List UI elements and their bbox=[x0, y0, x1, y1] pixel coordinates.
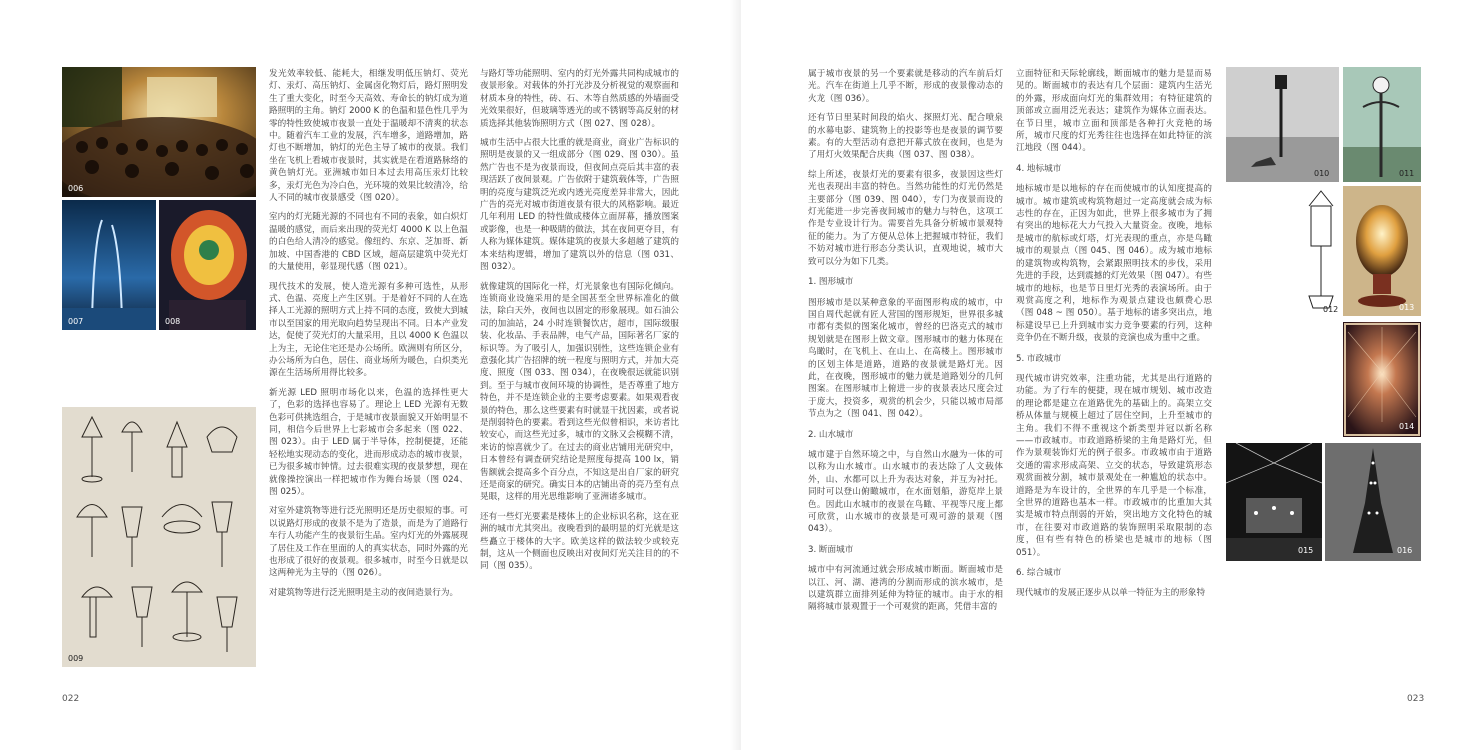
paragraph: 图形城市是以某种意象的平面图形构成的城市，中国自周代起就有匠人营国的图形规矩，世界很多城市都有类似的图案化城市，曾经的巴洛克式的城市规划就是在图形上做文章。图形城市的魅力体现在鸟瞰时，在飞机上、在山上、在高楼上。图形城市的区划主体是道路，道路的夜景就是路灯光。因此，在夜晚，图形城市的魅力就是道路划分的几何图案。在图形城市上俯进一步的夜景表达尺度会过于庞大，投资多，观赏的机会少，只能以城市局部节点为之（图 041、图 042）。 bbox=[808, 297, 1003, 420]
photo-007-blue-fountain bbox=[62, 200, 156, 330]
paragraph: 与路灯等功能照明、室内的灯光外露共同构成城市的夜景形象。对载体的外打光涉及分析视觉的观察面和材质本身的特性，砖、石、木等自然质感的外墙面受光效果很好，但玻璃等透光的或不锈钢等高反射的材质选择其他装饰照明方式（图 027、图 028）。 bbox=[480, 69, 679, 129]
section-heading: 5. 市政城市 bbox=[1016, 353, 1062, 364]
right-text-column-1 bbox=[808, 68, 1003, 678]
section-heading: 1. 图形城市 bbox=[808, 277, 854, 288]
paragraph: 发光效率较低、能耗大，相继发明低压钠灯、荧光灯、汞灯、高压钠灯、金属卤化物灯后，路灯照明发生了重大变化，时至今天高效、寿命长的钠灯成为道路照明的主角。钠灯 2000 K 的色温和显色性几乎为零的特性致使城市夜景一直处于温暖却不清爽的状态中。随着汽车工业的发展，汽车增多，道路增加，路灯也不断增加，钠灯的光色主导了城市的夜景。我们坐在飞机上看城市夜景时，其实就是在看道路脉络的黄色钠灯光。亚洲城市如日本过去用高压汞灯比较多，汞灯光色为冷白色，光环境的效果比较清冷，给人不同的城市夜景感受（图 020）。 bbox=[269, 69, 468, 204]
section-heading: 2. 山水城市 bbox=[808, 429, 854, 440]
section-heading: 3. 断面城市 bbox=[808, 544, 854, 555]
paragraph: 城市中有河流通过就会形成城市断面。断面城市是以江、河、湖、港湾的分割而形成的滨水城市，是以建筑群立面排列延伸为特征的城市。由于水的相隔将城市景观置于一个可观赏的距离，凭借丰富的 bbox=[808, 565, 1003, 613]
photo-label: 016 bbox=[1397, 546, 1413, 555]
photo-label: 012 bbox=[1323, 305, 1339, 314]
paragraph: 城市生活中占很大比重的就是商业，商业广告标识的照明是夜景的又一组成部分（图 029、图 030）。虽然广告也不是为夜景而设，但夜间点亮后其丰富的表现活跃了夜间景观。广告依附于建筑载体等，广告照明的亮度与建筑泛光或内透光亮度差异非常大，因此广告的亮光对城市街道夜景有很大的风格影响。最近几年利用 LED 的特性做成楼体立面屏幕，播放图案或影像，也是一种吸睛的做法，其在夜间更夺目，有人称为媒体建筑。媒体建筑的夜景大多超越了建筑的本来结构逻辑，增加了建筑以外的信息（图 031、图 032）。 bbox=[480, 138, 679, 273]
paragraph: 地标城市是以地标的存在而使城市的认知度提高的城市。城市建筑或构筑物超过一定高度就会成为标志性的存在，正因为如此，世界上很多城市为了拥有突出的地标花大力气投入大量资金。夜晚，地标是城市的航标或灯塔，灯光表现的重点，亦是鸟瞰城市的观景点（图 045、图 046）。成为城市地标的建筑物或构筑物，会紧跟照明技术的步伐，采用先进的手段，达到震撼的灯光效果（图 047）。有些城市的地标，也是节日里灯光秀的表演场所。由于观赏高度之利，地标作为观景点建设也颇费心思（图 048 ~ 图 050）。基于地标的诸多突出点，地标建设早已上升到城市实力竞争要素的行列，这种竞争仍在不断升级，夜景的竞演也成为重中之重。 bbox=[1016, 184, 1212, 344]
photo-016-illuminated-tower bbox=[1325, 443, 1421, 561]
page-number: 023 bbox=[1407, 694, 1425, 704]
photo-label: 009 bbox=[68, 654, 84, 663]
paragraph: 城市建于自然环境之中，与自然山水融为一体的可以称为山水城市。山水城市的表达除了人文载体外，山、水都可以上升为表达对象，并互为衬托。同时可以登山俯瞰城市，在水面划船，游览岸上景色。因此山水城市的夜景在鸟瞰、平视等尺度上都可欣赏，山水城市的夜景是可观可游的景观（图 043）。 bbox=[808, 449, 1003, 535]
photo-009-lamp-sketches bbox=[62, 407, 256, 667]
page-number: 022 bbox=[62, 694, 80, 704]
photo-label: 015 bbox=[1298, 546, 1314, 555]
left-text-column-1 bbox=[269, 68, 468, 678]
paragraph: 还有节日里某时间段的焰火、探照灯光、配合喷泉的水幕电影、建筑物上的投影等也是夜景的调节要素。有的大型活动有意把开幕式放在夜间，也是为了用灯火效果配合庆典（图 037、图 038）。 bbox=[808, 113, 1003, 161]
photo-010-streetlamp-waterfront bbox=[1226, 67, 1339, 182]
paragraph: 现代城市的发展正逐步从以单一特征为主的形象特 bbox=[1016, 588, 1206, 599]
section-heading: 6. 综合城市 bbox=[1016, 568, 1062, 579]
paragraph: 就像建筑的国际化一样，灯光景象也有国际化倾向。连锁商业设施采用的是全国甚至全世界标准化的做法，除白天外，夜间也以固定的形象展现。如石油公司的加油站，24 小时连锁餐饮店，超市，国际级服装、化妆品、手表品牌，电气产品，国际著名厂家的标识等。为了吸引人，加强识别性，这些连锁企业有意强化其广告招牌的统一程度与照明方式，并加大亮度、照度（图 033、图 034），在夜晚很远就能识别到。至于与城市夜间环境的协调性，是否尊重了地方特色，并不是连锁企业的主要考虑要素。如果观看夜景的特色，那么这些要素有时就显干扰因素，或者说是削弱特色的要素。看到这些光似曾相识，来访者比较安心，而这些光过多，城市的文脉又会模糊不清，来访的惊喜就少了。在过去的商业店铺用光研究中，日本曾经有调查研究结论是照度每提高 100 lx，销售额就会提高多个百分点，不知这是出自厂家的研究还是商家的研究。确实日本的店铺出奇的亮乃至有点晃眼，这样的用光思维影响了亚洲诸多城市。 bbox=[480, 281, 679, 503]
photo-label: 011 bbox=[1399, 169, 1415, 178]
paragraph: 立面特征和天际轮廓线，断面城市的魅力是显而易见的。断面城市的表达有几个层面：建筑内生活光的外露，形成面向灯光的集群效用；有特征建筑的顶部或立面用泛光表达；建筑作为媒体立面表达。在节日里，城市立面和顶部是各种打火竞艳的场所，城市尺度的灯光秀往往也选择在如此特征的滨江地段（图 044）。 bbox=[1016, 69, 1212, 154]
photo-label: 007 bbox=[68, 317, 84, 326]
photo-label: 006 bbox=[68, 184, 84, 193]
photo-011-ornate-lamp-post bbox=[1343, 67, 1421, 182]
photo-012-antique-lantern bbox=[1299, 186, 1343, 316]
paragraph: 现代技术的发展，使人造光源有多种可选性，从形式、色温、亮度上产生区别。于是着好不同的人在选择人工光源的照明方式上持不同的态度，致使大到城市以至国家的用光取向趋势呈现出不同。日本产业发达，促使了荧光灯的大量采用，且以 4000 K 色温以上为主，无论住宅还是办公场所。欧洲则有所区分，办公场所为白色，居住、商业场所为暖色，白炽类光源在生活场所用得比较多。 bbox=[269, 281, 468, 379]
paragraph: 室内的灯光随光源的不同也有不同的表象，如白炽灯温暖的感觉，而后来出现的荧光灯 4000 K 以上色温的白色给人清冷的感觉。像纽约、东京、芝加哥、新加坡、中国香港的 CBD 区域，超高层建筑中荧光灯的大量使用，彰显现代感（图 021）。 bbox=[269, 212, 468, 273]
paragraph: 属于城市夜景的另一个要素就是移动的汽车前后灯光。汽车在街道上几乎不断，形成的夜景像动态的火龙（图 036）。 bbox=[808, 69, 1003, 104]
photo-label: 010 bbox=[1314, 169, 1330, 178]
photo-label: 013 bbox=[1399, 303, 1415, 312]
right-page bbox=[741, 0, 1482, 750]
paragraph: 对室外建筑物等进行泛光照明还是历史很短的事。可以说路灯形成的夜景不是为了造景，而是为了道路行车行人功能产生的夜景衍生品。室内灯光的外露展现了居住及工作在里面的人的真实状态，同时外露的光也形成了很好的夜景观。很多城市，时至今日就是以这两种光为主导的（图 026）。 bbox=[269, 506, 468, 579]
photo-label: 014 bbox=[1399, 422, 1415, 431]
photo-014-radiating-light bbox=[1343, 322, 1421, 437]
paragraph: 还有一些灯光要素是楼体上的企业标识名称，这在亚洲的城市尤其突出。夜晚看到的最明显的灯光就是这些矗立于楼体的大字。欧美这样的做法较少或较克制，这从一个侧面也反映出对夜间灯光关注目的的不同（图 035）。 bbox=[480, 511, 679, 572]
paragraph: 现代城市讲究效率，注重功能，尤其是出行道路的功能。为了行车的便捷，现在城市规划、城市改造的理论都是建立在道路优先的基础上的。高架立交桥从体量与规模上超过了居住空间，上升至城市的主角。我们不得不重视这个新类型并冠以新名称——市政城市。市政道路桥梁的主角是路灯光，但作为景观装饰灯光的例子很多。市政城市由于道路交通的需求形成高架、立交的状态，导致建筑形态观赏面被分割，城市景观处在一种尴尬的状态中。道路是为车设计的，全世界的车几乎是一个标准，全世界的道路也基本一样。市政城市的比重加大其实是城市特点削弱的开始，突出地方文化特色的城市，在往要对市政道路的装饰照明采取限制的态度，但有些有特色的桥梁也是城市的地标（图 051）。 bbox=[1016, 373, 1212, 558]
paragraph: 对建筑物等进行泛光照明是主动的夜间造景行为。 bbox=[269, 587, 459, 598]
right-text-column-2 bbox=[1016, 68, 1212, 678]
photo-015-historic-night-exhibition bbox=[1226, 443, 1322, 561]
photo-006-night-plaza-crowd bbox=[62, 67, 256, 197]
photo-013-edison-bulb bbox=[1343, 186, 1421, 316]
paragraph: 综上所述，夜景灯光的要素有很多，夜景因这些灯光也表现出丰富的特色。当然功能性的灯光仍然是主要部分（图 039、图 040），专门为夜景而设的灯光能进一步完善夜间城市的魅力与特色，这项工作是专业设计行为。需要首先具备分析城市景观特征的能力。为了方便从总体上把握城市特征，我们不妨对城市进行形态分类认识，直观地说，城市大致可以分为如下几类。 bbox=[808, 169, 1003, 267]
left-text-column-2 bbox=[480, 68, 679, 678]
paragraph: 新光源 LED 照明市场化以来，色温的选择性更大了，色彩的选择也容易了。理论上 LED 光源有无数色彩可供挑选组合，于是城市夜景面貌又开始明显不同，相信今后世界上七彩城市会多起来（图 022、图 023）。由于 LED 属于半导体，控制便捷，还能轻松地实现动态的变化，进而形成动态的城市夜景，已为很多城市钟情。过去很难实现的夜景梦想，现在就像操控演出一样把城市作为舞台场景（图 024、图 025）。 bbox=[269, 387, 468, 497]
section-heading: 4. 地标城市 bbox=[1016, 163, 1062, 174]
photo-label: 008 bbox=[165, 317, 181, 326]
photo-008-colorful-lantern bbox=[159, 200, 256, 330]
